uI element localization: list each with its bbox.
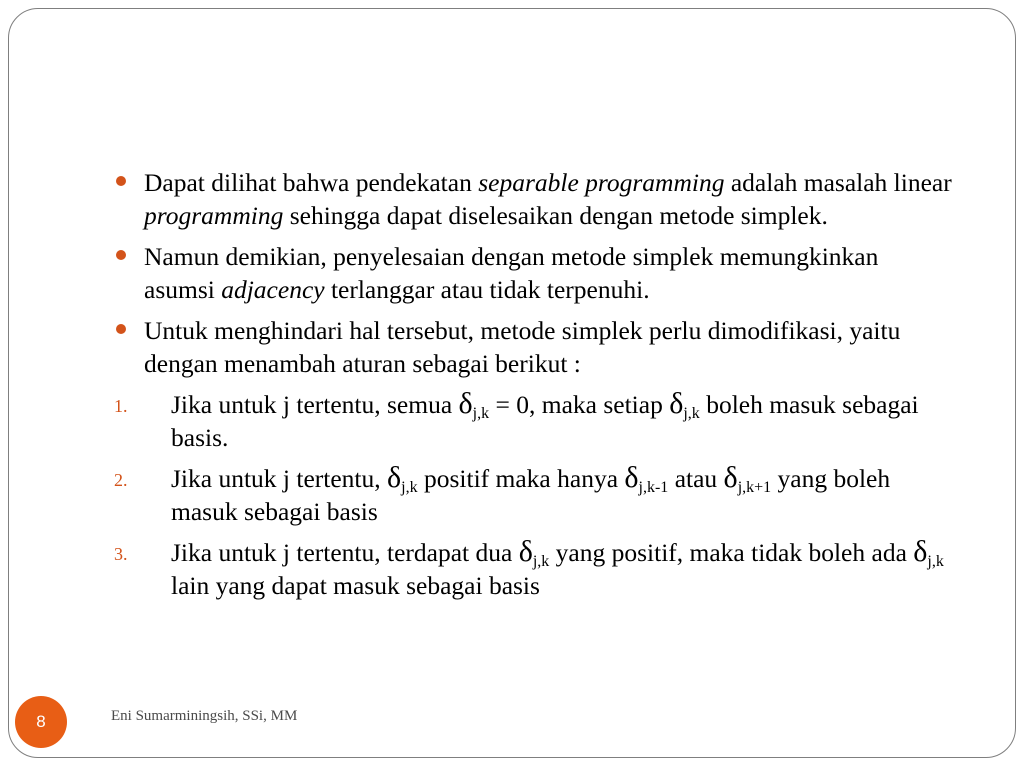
- rule-number: 2.: [114, 470, 128, 490]
- bullet-dot-icon: [116, 250, 126, 260]
- rule-number: 3.: [114, 544, 128, 564]
- bullet-item: [114, 240, 954, 306]
- bullet-text: Namun demikian, penyelesaian dengan metode simplek memungkinkan asumsi adjacency terlanggar atau tidak terpenuhi.: [144, 242, 879, 304]
- rule-text: Jika untuk j tertentu, terdapat dua $\delta_{j,k}$ yang positif, maka tidak boleh ada $\delta_{j,k}$ lain yang dapat masuk sebagai basis: [171, 535, 944, 600]
- page-number-badge: 8: [15, 696, 67, 748]
- bullet-text: Untuk menghindari hal tersebut, metode simplek perlu dimodifikasi, yaitu dengan menambah aturan sebagai berikut :: [144, 316, 901, 378]
- rule-number: 1.: [114, 396, 128, 416]
- bullet-dot-icon: [116, 176, 126, 186]
- bullet-item: [114, 314, 954, 380]
- bullet-item: [114, 166, 954, 232]
- footer-author: Eni Sumarminingsih, SSi, MM: [111, 708, 298, 724]
- rule-text: Jika untuk j tertentu, semua $\delta_{j,k} = 0$, maka setiap $\delta_{j,k}$ boleh masuk sebagai basis.: [171, 387, 919, 452]
- rule-item: [114, 462, 954, 528]
- bullet-text: Dapat dilihat bahwa pendekatan separable programming adalah masalah linear programming sehingga dapat diselesaikan dengan metode simplek.: [144, 168, 952, 230]
- rule-item: [114, 388, 954, 454]
- rule-item: [114, 536, 954, 602]
- slide-content: [114, 166, 954, 610]
- bullet-dot-icon: [116, 324, 126, 334]
- rule-text: Jika untuk j tertentu, $\delta_{j,k}$ positif maka hanya $\delta_{j,k-1}$ atau $\delta_{j,k+1}$ yang boleh masuk sebagai basis: [171, 461, 891, 526]
